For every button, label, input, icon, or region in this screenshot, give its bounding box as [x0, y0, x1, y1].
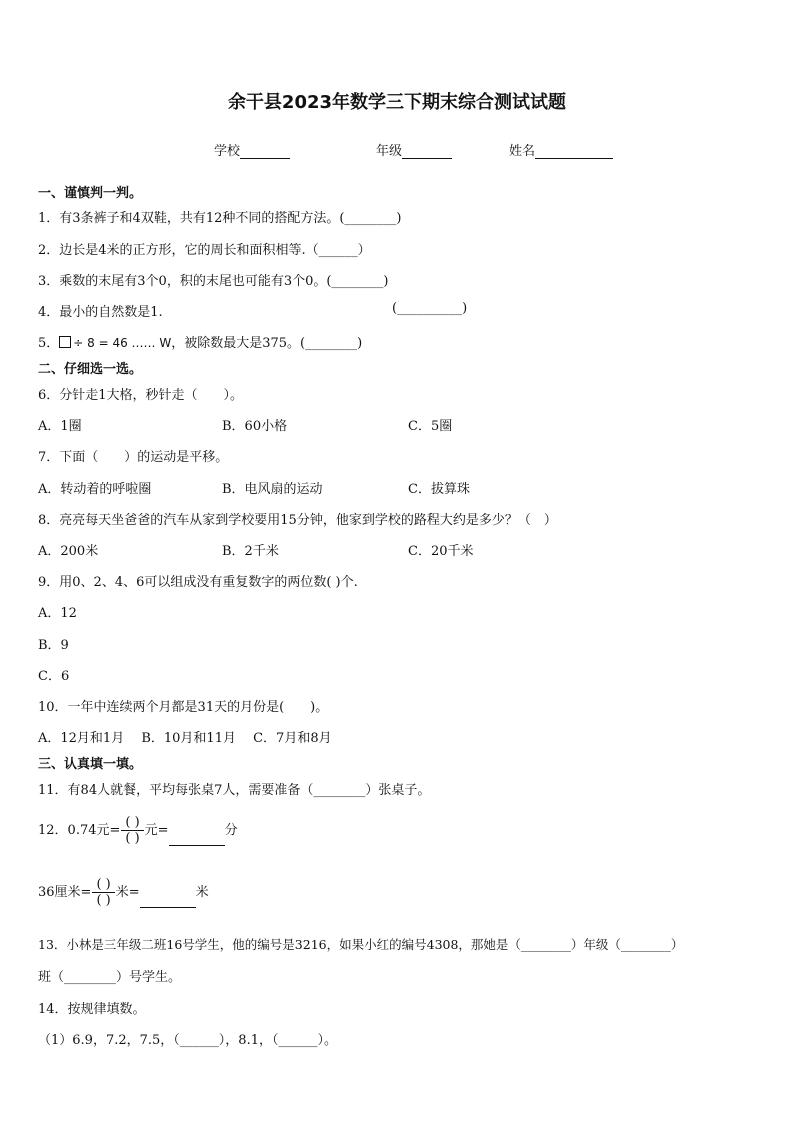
question-3: 3．乘数的末尾有3个0，积的末尾也可能有3个0。(________): [38, 274, 389, 289]
question-13-line-2: 班（________）号学生。: [38, 970, 182, 985]
empty-box-icon: [59, 336, 71, 348]
q6-option-b[interactable]: B．60小格: [222, 419, 288, 434]
page-title: 余干县2023年数学三下期末综合测试试题: [227, 92, 567, 113]
question-6: 6．分针走1大格，秒针走（ ）。: [38, 388, 244, 403]
school-blank[interactable]: [240, 144, 290, 159]
q6-option-c[interactable]: C．5圈: [408, 419, 453, 434]
question-10: 10．一年中连续两个月都是31天的月份是( )。: [38, 700, 329, 715]
question-7: 7．下面（ ）的运动是平移。: [38, 450, 229, 465]
fraction[interactable]: [92, 877, 114, 908]
question-9: 9．用0、2、4、6可以组成没有重复数字的两位数( )个.: [38, 575, 358, 590]
q12b-prefix: 36厘米=: [38, 885, 92, 900]
fraction-denominator: ( ): [96, 893, 111, 908]
question-8: 8．亮亮每天坐爸爸的汽车从家到学校要用15分钟，他家到学校的路程大约是多少？（ ）: [38, 513, 557, 528]
section-1-heading: 一、谨慎判一判。: [38, 186, 143, 201]
fraction-numerator: ( ): [121, 815, 143, 831]
name-field: [509, 140, 613, 159]
q12a-mid: 元=: [144, 823, 169, 838]
school-label: 学校: [214, 144, 241, 159]
q12a-suffix: 分: [224, 823, 238, 838]
q6-option-a[interactable]: A．1圈: [38, 419, 82, 434]
q8-option-c[interactable]: C．20千米: [408, 544, 474, 559]
question-5-expression: ÷ 8 = 46 …… W: [73, 336, 172, 350]
q9-option-c[interactable]: C．6: [38, 669, 70, 684]
q9-option-b[interactable]: B．9: [38, 638, 69, 653]
q8-option-b[interactable]: B．2千米: [222, 544, 279, 559]
question-12-part-2: [38, 877, 209, 908]
fraction-denominator: ( ): [125, 831, 140, 846]
q8-option-a[interactable]: A．200米: [38, 544, 99, 559]
grade-blank[interactable]: [402, 144, 452, 159]
question-11: 11．有84人就餐，平均每张桌7人，需要准备（________）张桌子。: [38, 783, 431, 798]
question-1: 1．有3条裤子和4双鞋，共有12种不同的搭配方法。(________): [38, 211, 402, 226]
grade-label: 年级: [376, 144, 403, 159]
section-3-heading: 三、认真填一填。: [38, 757, 143, 772]
question-4-blank: (__________): [392, 301, 468, 316]
q12a-blank[interactable]: [169, 831, 225, 846]
question-2: 2．边长是4米的正方形，它的周长和面积相等.（______）: [38, 243, 371, 258]
q12b-suffix: 米: [195, 885, 209, 900]
q7-option-a[interactable]: A．转动着的呼啦圈: [38, 482, 152, 497]
q10-options[interactable]: A．12月和1月 B．10月和11月 C．7月和8月: [38, 731, 332, 746]
school-field: [214, 140, 290, 159]
q9-option-a[interactable]: A．12: [38, 606, 77, 621]
q12b-blank[interactable]: [140, 893, 196, 908]
question-5: [38, 332, 362, 351]
q12b-mid: 米=: [115, 885, 140, 900]
question-5-text: ，被除数最大是375。(________): [171, 336, 363, 351]
fraction[interactable]: [121, 815, 143, 846]
q7-option-b[interactable]: B．电风扇的运动: [222, 482, 323, 497]
question-14-part-1: （1）6.9，7.2，7.5，（______），8.1，（______）。: [38, 1033, 337, 1048]
question-12-part-1: [38, 815, 238, 846]
question-13-line-1: 13．小林是三年级二班16号学生，他的编号是3216，如果小红的编号4308，那她是（________）年级（________）: [38, 937, 684, 952]
section-2-heading: 二、仔细选一选。: [38, 362, 143, 377]
name-blank[interactable]: [535, 144, 613, 159]
grade-field: [376, 140, 452, 159]
question-14: 14．按规律填数。: [38, 1002, 146, 1017]
question-5-number: 5．: [38, 336, 60, 351]
q7-option-c[interactable]: C．拔算珠: [408, 482, 470, 497]
question-4: 4．最小的自然数是1.: [38, 305, 163, 320]
q12a-prefix: 12．0.74元=: [38, 823, 121, 838]
name-label: 姓名: [509, 144, 536, 159]
fraction-numerator: ( ): [92, 877, 114, 893]
